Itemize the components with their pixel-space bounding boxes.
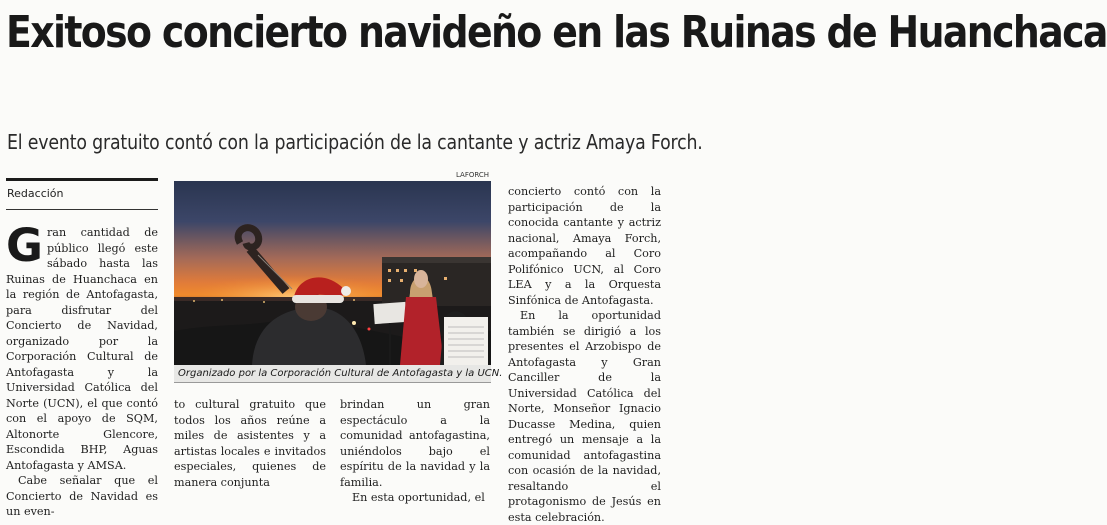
article-column-2 [174,397,326,490]
byline-bottom-rule [6,209,158,210]
headline: Exitoso concierto navideño en las Ruinas de Huanchaca [6,7,1107,58]
photo-credit: LAFORCH [456,171,490,179]
drop-cap: G [6,219,43,272]
subtitle: El evento gratuito contó con la participación de la cantante y actriz Amaya Forch. [7,130,703,154]
article-paragraph: to cultural gratuito que todos los años reúne a miles de asistentes y a artistas locales e invitados especiales, quienes de manera conjunta [174,398,326,489]
concert-photo [174,181,491,365]
article-paragraph [6,219,158,473]
byline-top-rule [6,178,158,181]
caption-rule [174,382,491,383]
article-column-4 [508,184,661,525]
concert-photo-image [174,181,491,365]
article-paragraph: concierto contó con la participación de la conocida cantante y actriz nacional, Amaya Forch, acompañando al Coro Polifónico UCN, al Coro LEA y a la Orquesta Sinfónica de Antofagasta. [508,185,661,307]
article-paragraph: En la oportunidad también se dirigió a los presentes el Arzobispo de Antofagasta y Gran Canciller de la Universidad Católica del Norte, Monseñor Ignacio Ducasse Medina, quien entregó un mensaje a la comunidad antofagastina con ocasión de la navidad, resaltando el protagonismo de Jesús en esta celebración. [508,309,661,524]
paragraph-text: ran cantidad de público llegó este sábado hasta las Ruinas de Huanchaca en la región de Antofagasta, para disfrutar del Concierto de Navidad, organizado por la Corporación Cultural de Antofagasta y la Universidad Católica del Norte (UCN), el que contó con el apoyo de SQM, Altonorte Glencore, Escondida BHP, Aguas Antofagasta y AMSA. [6,226,158,472]
article-paragraph: brindan un gran espectáculo a la comunidad antofagastina, uniéndolos bajo el espíritu de la navidad y la familia. [340,398,490,489]
article-column-1 [6,219,158,520]
photo-caption: Organizado por la Corporación Cultural de Antofagasta y la UCN. [174,365,491,382]
article-paragraph: Cabe señalar que el Concierto de Navidad es un even- [6,474,158,518]
article-paragraph: En esta oportunidad, el [352,491,485,504]
article-column-3 [340,397,490,506]
byline: Redacción [7,187,64,200]
